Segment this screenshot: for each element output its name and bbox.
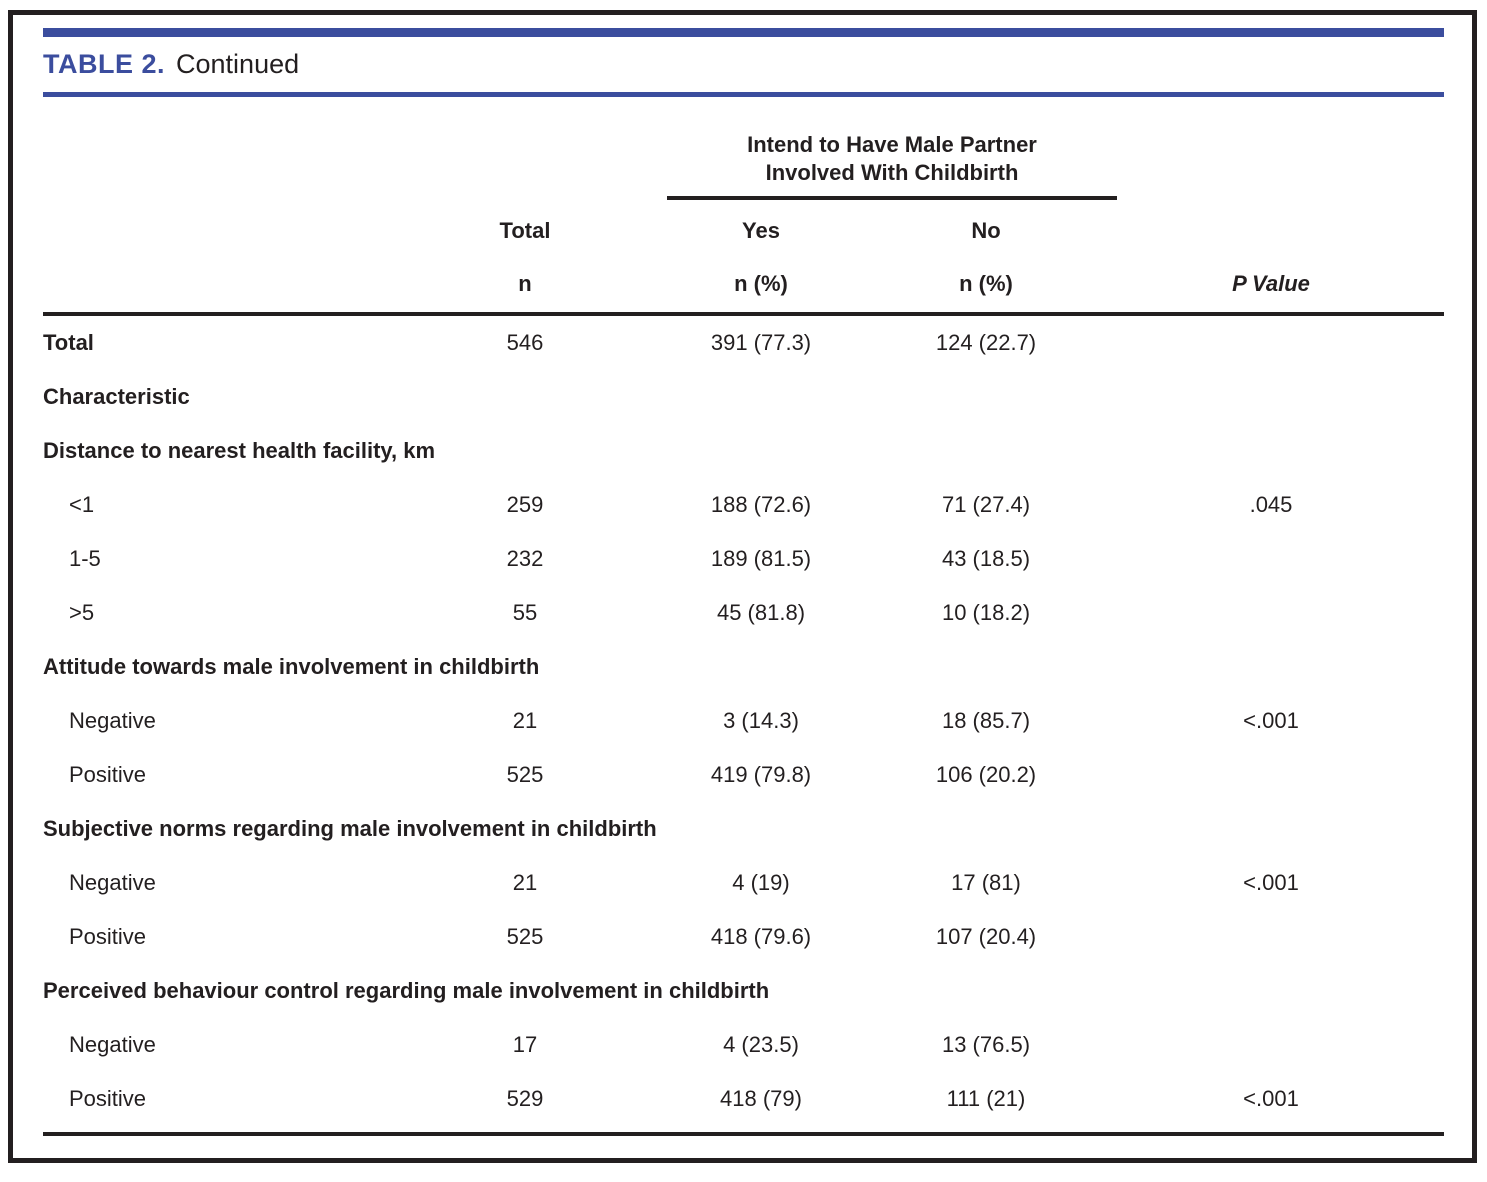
col-header-total: Total: [499, 217, 551, 243]
table-row: [43, 1018, 1444, 1072]
row-label: Distance to nearest health facility, km: [43, 437, 436, 463]
row-label: Negative: [69, 1031, 156, 1057]
table-row: [43, 586, 1444, 640]
cell-total-n: 21: [512, 707, 538, 733]
cell-p-value: <.001: [1243, 869, 1299, 895]
table-body: [43, 316, 1444, 1136]
cell-yes-n-pct: 4 (23.5): [723, 1031, 799, 1057]
row-label: Perceived behaviour control regarding male involvement in childbirth: [43, 977, 770, 1003]
cell-p-value: .045: [1249, 491, 1293, 517]
col-header-yes: Yes: [742, 217, 780, 243]
row-label: >5: [69, 599, 95, 625]
table-header: [43, 97, 1444, 316]
cell-yes-n-pct: 391 (77.3): [710, 329, 812, 355]
cell-yes-n-pct: 4 (19): [732, 869, 790, 895]
cell-yes-n-pct: 419 (79.8): [710, 761, 812, 787]
col-header-total-n: n: [518, 270, 532, 296]
table-row: [43, 964, 1444, 1018]
row-label: Positive: [69, 923, 147, 949]
spanner-row: [43, 131, 1444, 200]
cell-no-n-pct: 13 (76.5): [941, 1031, 1031, 1057]
col-header-p-value: P Value: [1232, 270, 1310, 296]
column-header-row-1: [43, 216, 1444, 246]
row-label: Subjective norms regarding male involvement in childbirth: [43, 815, 657, 841]
table-row: [43, 1072, 1444, 1126]
table-row: [43, 532, 1444, 586]
table-row: [43, 856, 1444, 910]
table-bottom-rule: [43, 1132, 1444, 1136]
title-top-rule: [43, 28, 1444, 37]
cell-no-n-pct: 10 (18.2): [941, 599, 1031, 625]
row-label: <1: [69, 491, 95, 517]
spanner-header: [667, 131, 1117, 200]
cell-no-n-pct: 106 (20.2): [935, 761, 1037, 787]
cell-no-n-pct: 43 (18.5): [941, 545, 1031, 571]
row-label: Positive: [69, 1085, 147, 1111]
cell-total-n: 525: [506, 923, 544, 949]
row-label: Characteristic: [43, 383, 190, 409]
cell-total-n: 529: [506, 1085, 544, 1111]
cell-yes-n-pct: 418 (79.6): [710, 923, 812, 949]
cell-no-n-pct: 18 (85.7): [941, 707, 1031, 733]
col-header-yes-npct: n (%): [734, 270, 788, 296]
table-row: [43, 910, 1444, 964]
column-header-row-2: [43, 269, 1444, 299]
cell-total-n: 232: [506, 545, 544, 571]
col-header-no-npct: n (%): [959, 270, 1013, 296]
cell-total-n: 17: [512, 1031, 538, 1057]
spanner-line-1: Intend to Have Male Partner: [747, 132, 1037, 157]
table-row: [43, 370, 1444, 424]
cell-total-n: 21: [512, 869, 538, 895]
cell-yes-n-pct: 188 (72.6): [710, 491, 812, 517]
table-row: [43, 802, 1444, 856]
cell-p-value: <.001: [1243, 1085, 1299, 1111]
cell-no-n-pct: 107 (20.4): [935, 923, 1037, 949]
cell-total-n: 55: [512, 599, 538, 625]
table-row: [43, 748, 1444, 802]
page-content: [13, 15, 1472, 1136]
row-label: Negative: [69, 869, 156, 895]
cell-total-n: 525: [506, 761, 544, 787]
row-label: 1-5: [69, 545, 101, 571]
table-row: [43, 478, 1444, 532]
col-header-no: No: [971, 217, 1001, 243]
cell-no-n-pct: 71 (27.4): [941, 491, 1031, 517]
cell-p-value: <.001: [1243, 707, 1299, 733]
table-title: [43, 37, 1444, 92]
row-label: Total: [43, 329, 94, 355]
cell-no-n-pct: 124 (22.7): [935, 329, 1037, 355]
row-label: Negative: [69, 707, 156, 733]
spanner-line-2: Involved With Childbirth: [765, 160, 1019, 185]
table-row: [43, 424, 1444, 478]
table-row: [43, 694, 1444, 748]
table-title-continued: Continued: [176, 49, 300, 79]
cell-yes-n-pct: 3 (14.3): [723, 707, 799, 733]
row-label: Positive: [69, 761, 147, 787]
page-frame: [8, 10, 1477, 1163]
table-title-label: TABLE 2.: [43, 49, 166, 79]
table-row: [43, 316, 1444, 370]
cell-total-n: 546: [506, 329, 544, 355]
cell-no-n-pct: 17 (81): [951, 869, 1021, 895]
row-label: Attitude towards male involvement in childbirth: [43, 653, 540, 679]
cell-yes-n-pct: 418 (79): [720, 1085, 802, 1111]
table-row: [43, 640, 1444, 694]
cell-yes-n-pct: 189 (81.5): [710, 545, 812, 571]
cell-no-n-pct: 111 (21): [946, 1085, 1026, 1111]
cell-yes-n-pct: 45 (81.8): [716, 599, 806, 625]
cell-total-n: 259: [506, 491, 544, 517]
